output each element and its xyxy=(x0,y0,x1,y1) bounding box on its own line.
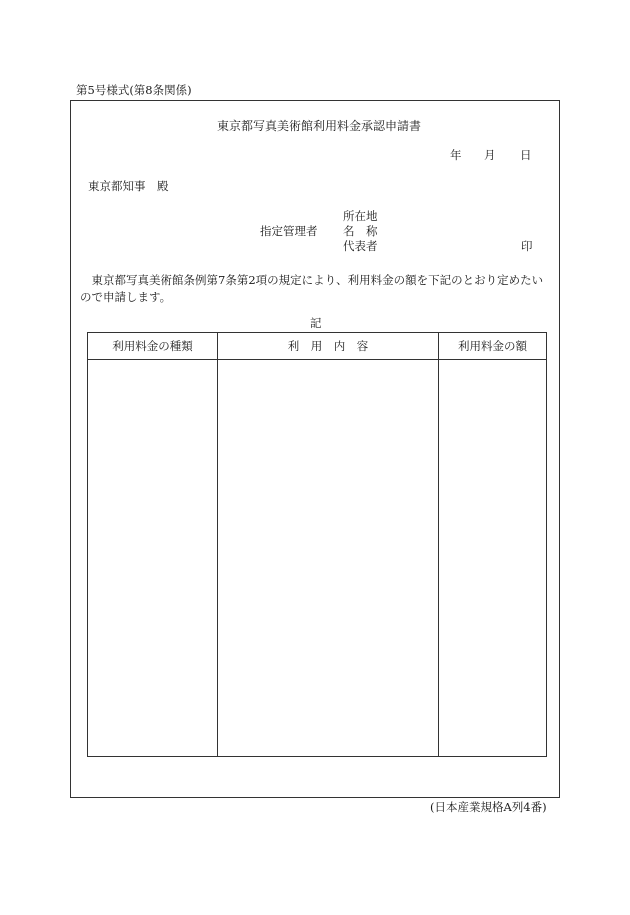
applicant-address-label: 所在地 xyxy=(343,209,378,223)
paper-size-note: (日本産業規格A列4番) xyxy=(430,800,547,814)
date-day: 日 xyxy=(520,148,532,162)
applicant-name-label: 名 称 xyxy=(343,224,378,238)
date-year: 年 xyxy=(450,148,462,162)
body-text: 東京都写真美術館条例第7条第2項の規定により、利用料金の額を下記のとおり定めたいので申請します。 xyxy=(80,273,544,304)
document-title: 東京都写真美術館利用料金承認申請書 xyxy=(217,119,422,133)
table-column-divider xyxy=(438,333,439,756)
form-number: 第5号様式(第8条関係) xyxy=(76,83,192,97)
column-header-fee-type: 利用料金の種類 xyxy=(112,339,193,353)
column-header-fee-amount: 利用料金の額 xyxy=(458,339,527,353)
date-month: 月 xyxy=(484,148,496,162)
addressee: 東京都知事 殿 xyxy=(88,179,169,193)
seal-mark: 印 xyxy=(521,239,533,253)
table-header-divider xyxy=(88,359,546,360)
ki-heading: 記 xyxy=(310,316,322,330)
applicant-representative-label: 代表者 xyxy=(343,239,378,253)
fee-table xyxy=(87,332,547,757)
column-header-usage-details: 利 用 内 容 xyxy=(287,339,369,353)
table-column-divider xyxy=(217,333,218,756)
applicant-role: 指定管理者 xyxy=(260,224,318,238)
